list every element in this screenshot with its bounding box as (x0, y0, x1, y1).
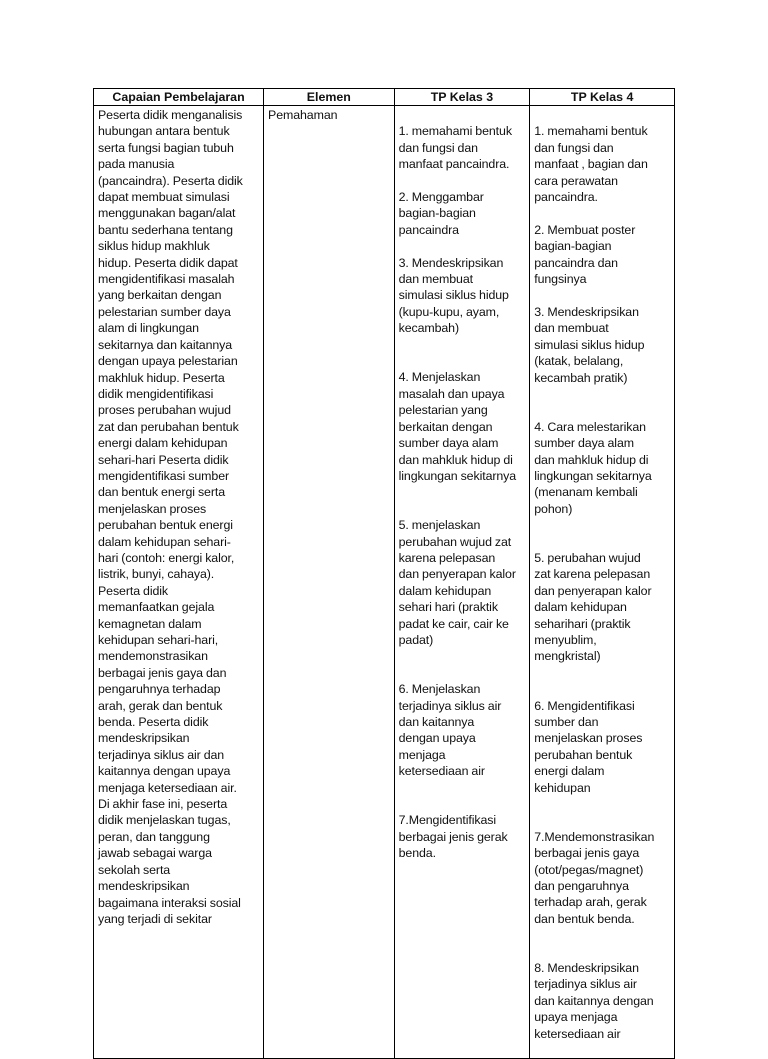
tp4-item-4: 4. Cara melestarikan sumber daya alam dan mahkluk hidup di lingkungan sekitarnya (menanam kembali pohon) (534, 419, 652, 516)
tp4-item-6: 6. Mengidentifikasi sumber dan menjelaskan proses perubahan bentuk energi dalam kehidupan (534, 698, 643, 795)
tp3-item-5: 5. menjelaskan perubahan wujud zat karena pelepasan dan penyerapan kalor dalam kehidupan sehari hari (praktik padat ke cair, cair ke padat) (398, 518, 516, 647)
tp4-item-2: 2. Membuat poster bagian-bagian pancaindra dan fungsinya (534, 222, 636, 287)
tp4-item-3: 3. Mendeskripsikan dan membuat simulasi siklus hidup (katak, belalang, kecambah pratik) (534, 304, 645, 385)
elemen-text: Pemahaman (268, 108, 338, 122)
tp3-item-2: 2. Menggambar bagian-bagian pancaindra (398, 190, 484, 237)
tp3-item-4: 4. Menjelaskan masalah dan upaya pelestarian yang berkaitan dengan sumber daya alam dan mahkluk hidup di lingkungan sekitarnya (398, 370, 517, 483)
header-tp-kelas-4: TP Kelas 4 (530, 89, 675, 106)
tp4-item-5: 5. perubahan wujud zat karena pelepasan dan penyerapan kalor dalam kehidupan seharihari (praktik menyublim, mengkristal) (534, 550, 652, 664)
tp3-item-3: 3. Mendeskripsikan dan membuat simulasi siklus hidup (kupu-kupu, ayam, kecambah) (398, 255, 509, 336)
tp3-item-1: 1. memahami bentuk dan fungsi dan manfaat pancaindra. (398, 124, 512, 172)
header-capaian-pembelajaran: Capaian Pembelajaran (94, 89, 264, 106)
tp4-item-1: 1. memahami bentuk dan fungsi dan manfaat , bagian dan cara perawatan pancaindra. (534, 124, 648, 205)
table-row (94, 106, 675, 1059)
tp4-item-8: 8. Mendeskripsikan terjadinya siklus air dan kaitannya dengan upaya menjaga ketersediaan air (534, 961, 654, 1041)
tp3-item-6: 6. Menjelaskan terjadinya siklus air dan kaitannya dengan upaya menjaga ketersediaan air (398, 682, 502, 779)
header-tp-kelas-3: TP Kelas 3 (394, 89, 530, 106)
tp-kelas-4-cell (530, 106, 675, 1059)
tp3-item-7: 7.Mengidentifikasi berbagai jenis gerak benda. (398, 813, 508, 861)
elemen-cell (264, 106, 395, 1059)
tp4-item-7: 7.Mendemonstrasikan berbagai jenis gaya (otot/pegas/magnet) dan pengaruhnya terhadap arah, gerak dan bentuk benda. (534, 829, 655, 926)
table-header-row (94, 89, 675, 106)
tp-kelas-3-cell (394, 106, 530, 1059)
header-elemen: Elemen (264, 89, 395, 106)
learning-outcomes-table (93, 88, 675, 1059)
capaian-cell (94, 106, 264, 1059)
capaian-text: Peserta didik menganalisis hubungan antara bentuk serta fungsi bagian tubuh pada manusia (pancaindra). Peserta didik dapat membuat simulasi menggunakan bagan/alat bantu sederhana tentang siklus hidup makhluk hidup. Peserta didik dapat mengidentifikasi masalah yang berkaitan dengan pelestarian sumber daya alam di lingkungan sekitarnya dan kaitannya dengan upaya pelestarian makhluk hidup. Peserta didik mengidentifikasi proses perubahan wujud zat dan perubahan bentuk energi dalam kehidupan sehari-hari Peserta didik mengidentifikasi sumber dan bentuk energi serta menjelaskan proses perubahan bentuk energi dalam kehidupan sehari- hari (contoh: energi kalor, listrik, bunyi, cahaya). Peserta didik memanfaatkan gejala kemagnetan dalam kehidupan sehari-hari, mendemonstrasikan berbagai jenis gaya dan pengaruhnya terhadap arah, gerak dan bentuk benda. Peserta didik mendeskripsikan terjadinya siklus air dan kaitannya dengan upaya menjaga ketersediaan air. Di akhir fase ini, peserta didik menjelaskan tugas, peran, dan tanggung jawab sebagai warga sekolah serta mendeskripsikan bagaimana interaksi sosial yang terjadi di sekitar (98, 108, 243, 926)
